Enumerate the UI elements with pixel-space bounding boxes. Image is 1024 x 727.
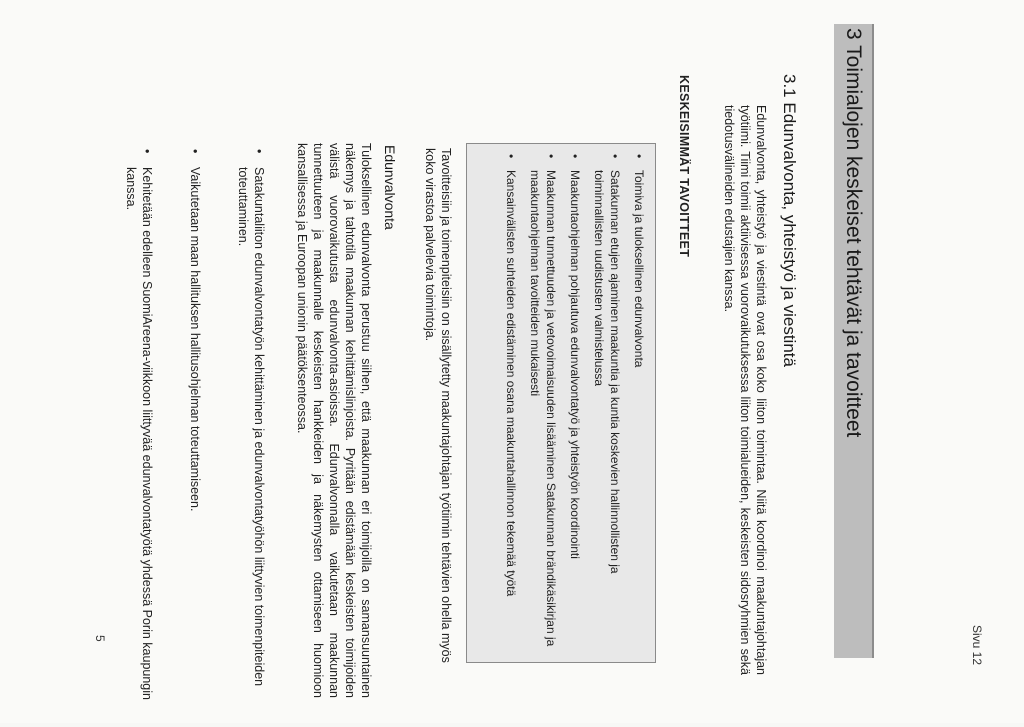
goals-box [466,143,656,663]
goal-item: • Toimiva ja tuloksellinen edunvalvonta [631,170,647,652]
subsection-heading: Edunvalvonta [382,145,398,230]
goals-list [503,144,655,662]
page-number: 5 [93,635,107,642]
chapter-header-bar [834,24,874,658]
page-label: Sivu 12 [970,625,984,666]
section-heading: 3.1 Edunvalvonta, yhteistyö ja viestintä [780,74,799,367]
action-bullet-list [91,145,267,727]
goal-item: • Maakunnan tunnettuuden ja vetovoimaisuuden lisääminen Satakunnan brändikäsikirjan ja maakuntaohjelman tavoitteiden mukaisesti [527,170,559,652]
goals-heading: KESKEISIMMÄT TAVOITTEET [677,75,691,258]
action-bullet: • Satakuntaliiton edunvalvontatyön kehittäminen ja edunvalvontatyöhön liittyvien toimenpiteiden toteuttaminen. [235,167,267,727]
goal-item: • Maakuntaohjelman pohjautuva edunvalvontatyö ja yhteistyön koordinointi [567,170,583,652]
goal-item: • Satakunnan etujen ajaminen maakuntia ja kuntia koskevien hallinnollisten ja toiminnallisten uudistusten valmistelussa [591,170,623,652]
intro-paragraph: Edunvalvonta, yhteistyö ja viestintä ovat osa koko liiton toimintaa. Niitä koordinoi maakuntajohtajan työtiimi. Tiimi toimii aktiivisessa vuorovaikutuksessa liiton toimialueiden, keskeisten sidosryhmien sekä tiedotusvälineiden edustajien kanssa. [722,105,768,675]
goal-item: • Kansainvälisten suhteiden edistäminen osana maakuntahallinnon tekemää työtä [503,170,519,652]
closing-paragraph: Tavoitteisiin ja toimenpiteisiin on sisällytetty maakuntajohtajan työtiimin tehtävien ohella myös koko virastoa palvelevia toimintoja. [423,148,453,663]
action-bullet: • Kehitetään edelleen SuomiAreena-viikkoon liittyvää edunvalvontatyötä yhdessä Porin kaupungin kanssa. [123,167,155,727]
subsection-paragraph: Tuloksellinen edunvalvonta perustuu siihen, että maakunnan eri toimijoilla on samansuuntainen näkemys ja tahtotila maakunnan kehittämislinjoista. Pyritään edistämään keskeisten toimijoiden välistä vuorovaikutusta edunvalvonta-asioissa. Edunvalvonnalla vaikutetaan maakunnan tunnettuuteen ja maakunnalle keskeisten hankkeiden ja näkemysten ottamiseen huomioon kansallisessa ja Euroopan unionin päätöksenteossa. [295,143,373,698]
action-bullet: • Vaikutetaan maan hallituksen hallitusohjelman toteuttamiseen. [187,167,203,727]
chapter-title: 3 Toimialojen keskeiset tehtävät ja tavoitteet [842,28,865,438]
